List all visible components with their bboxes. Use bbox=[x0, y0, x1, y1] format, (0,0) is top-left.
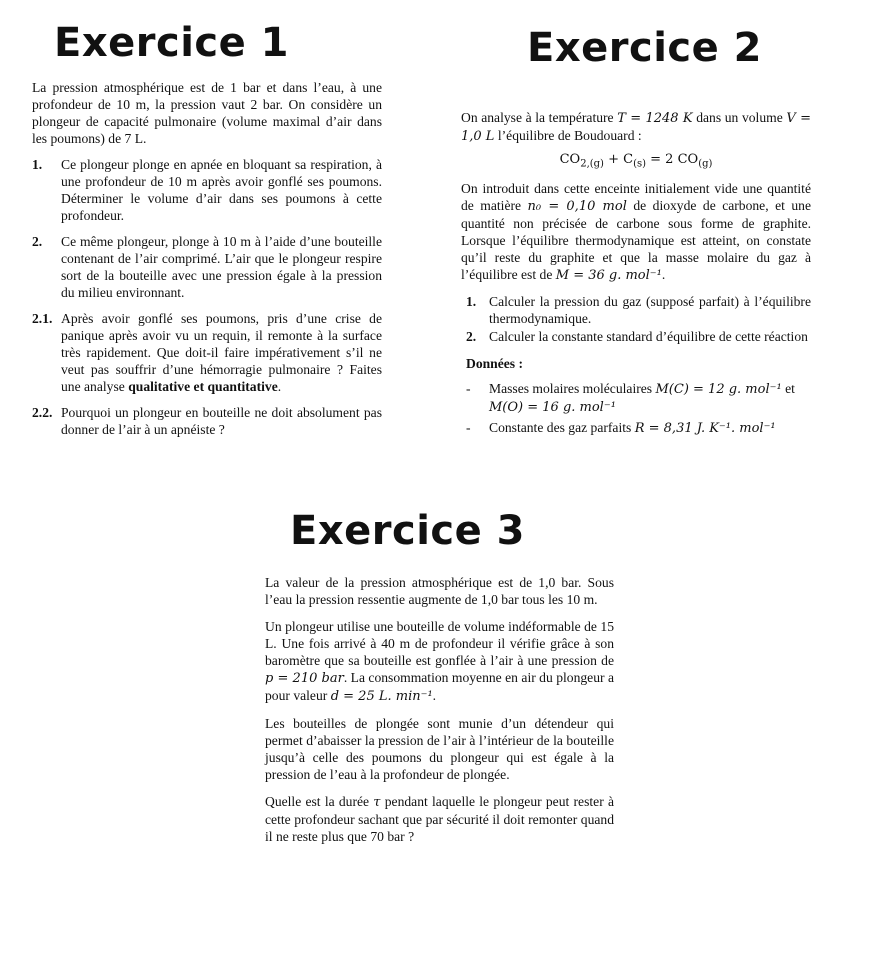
intro-text: dans un volume bbox=[692, 110, 787, 125]
para-text: . bbox=[661, 266, 666, 282]
temperature-value: T = 1248 K bbox=[617, 111, 693, 126]
molar-mass-o: M(O) = 16 g. mol⁻¹ bbox=[489, 399, 616, 415]
exercise-3-paragraph-4 bbox=[265, 793, 614, 845]
intro-text: l’équilibre de Boudouard : bbox=[494, 128, 642, 143]
data-label: Masses molaires moléculaires bbox=[489, 380, 656, 396]
exercise-2-paragraph bbox=[461, 180, 811, 284]
question-text-end: . bbox=[277, 379, 282, 394]
question-2-1 bbox=[32, 310, 382, 395]
exercise-1-intro: La pression atmosphérique est de 1 bar et dans l’eau, à une profondeur de 10 m, la pression vaut 2 bar. On considère un plongeur de capacité pulmonaire (volume maximal d’air dans les poumons) de 7 L. bbox=[32, 80, 382, 146]
question-2-2 bbox=[32, 404, 382, 438]
question-text bbox=[61, 310, 382, 395]
eq-subscript: (g) bbox=[698, 158, 713, 170]
tau-symbol: τ bbox=[373, 795, 381, 810]
para-text: Quelle est la durée bbox=[265, 794, 374, 809]
question-text: Pourquoi un plongeur en bouteille ne doit absolument pas donner de l’air à un apnéiste ? bbox=[61, 405, 382, 437]
exercise-2-intro bbox=[461, 109, 811, 145]
data-item bbox=[461, 380, 811, 416]
eq-species: = 2 CO bbox=[646, 152, 699, 167]
exercise-1-body bbox=[32, 79, 382, 446]
boudouard-equation bbox=[461, 151, 811, 173]
para-text: de dioxyde de carbone, et une quantité non précisée de carbone sous forme de graphite. Lorsque l’équilibre thermodynamique est atteint, on constate qu’il reste du graphite et que la masse molaire du gaz à l’équilibre est de bbox=[461, 197, 811, 282]
question-number: 2.2. bbox=[32, 405, 53, 420]
question-text-bold: qualitative et quantitative bbox=[128, 379, 278, 394]
exercise-3-title: Exercice 3 bbox=[290, 508, 525, 554]
question-2 bbox=[32, 233, 382, 301]
para-text: . bbox=[432, 688, 437, 703]
eq-operator: + bbox=[603, 152, 624, 167]
data-text bbox=[489, 380, 811, 416]
question-number: 2. bbox=[32, 234, 43, 249]
question-1 bbox=[461, 293, 811, 327]
question-2 bbox=[461, 328, 811, 345]
eq-subscript: (s) bbox=[633, 158, 647, 170]
para-text: Un plongeur utilise une bouteille de volume indéformable de 15 L. Une fois arrivé à 40 m de profondeur il vérifie grâce à son baromètre que sa bouteille est gonflée à l’air à une pression de bbox=[265, 619, 614, 668]
eq-species: C bbox=[623, 152, 634, 167]
para-text: . La consommation moyenne en air du plongeur a pour valeur bbox=[265, 670, 614, 703]
exercise-3-paragraph-2 bbox=[265, 618, 614, 705]
dash-mark: - bbox=[466, 380, 471, 396]
consumption-value: d = 25 L. min⁻¹ bbox=[330, 689, 433, 704]
molar-mass-c: M(C) = 12 g. mol⁻¹ bbox=[655, 381, 782, 397]
exercise-3-body bbox=[265, 574, 614, 855]
question-1 bbox=[32, 156, 382, 224]
donnees-heading: Données : bbox=[466, 355, 524, 371]
exercise-2-body bbox=[461, 109, 811, 440]
exercise-1-title: Exercice 1 bbox=[54, 20, 289, 66]
question-number: 2.1. bbox=[32, 311, 53, 326]
exercise-2-title: Exercice 2 bbox=[527, 25, 762, 71]
question-number: 1. bbox=[466, 293, 477, 309]
exercise-3-paragraph-1: La valeur de la pression atmosphérique est de 1,0 bar. Sous l’eau la pression ressentie augmente de 1,0 bar tous les 10 m. bbox=[265, 575, 614, 607]
dash-mark: - bbox=[466, 419, 471, 435]
question-text: Calculer la constante standard d’équilibre de cette réaction bbox=[489, 328, 808, 344]
pressure-value: p = 210 bar bbox=[265, 671, 344, 686]
molar-mass-value: M = 36 g. mol⁻¹ bbox=[555, 267, 662, 283]
data-item bbox=[461, 419, 811, 437]
gas-constant: R = 8,31 J. K⁻¹. mol⁻¹ bbox=[634, 420, 776, 436]
data-text bbox=[489, 419, 811, 437]
question-text: Ce même plongeur, plonge à 10 m à l’aide d’une bouteille contenant de l’air comprimé. L’air que le plongeur respire sort de la bouteille avec une pression égale à la pression du milieu environnant. bbox=[61, 234, 382, 300]
question-text-main: Après avoir gonflé ses poumons, pris d’une crise de panique après avoir vu un requin, il remonte à la surface très rapidement. Que doit-il faire impérativement s’il ne veut pas souffrir d’une hémorragie pulmonaire ? Faites une analyse bbox=[61, 311, 382, 394]
question-text: Calculer la pression du gaz (supposé parfait) à l’équilibre thermodynamique. bbox=[489, 293, 811, 326]
question-number: 1. bbox=[32, 157, 43, 172]
data-label: et bbox=[781, 380, 795, 396]
para-text: pendant laquelle le plongeur peut rester à cette profondeur sachant que par sécurité il doit remonter quand il ne reste plus que 70 bar ? bbox=[265, 794, 614, 844]
para-text: On introduit dans cette enceinte initialement vide une quantité de matière bbox=[461, 180, 811, 213]
question-text: Ce plongeur plonge en apnée en bloquant sa respiration, à une profondeur de 10 m après avoir gonflé ses poumons. Déterminer le volume d’air dans ses poumons à cette profondeur. bbox=[61, 157, 382, 223]
n0-value: n₀ = 0,10 mol bbox=[527, 198, 627, 214]
question-number: 2. bbox=[466, 328, 477, 344]
volume-value: V = 1,0 L bbox=[461, 111, 811, 144]
eq-subscript: 2,(g) bbox=[580, 158, 604, 170]
exercise-3-paragraph-3: Les bouteilles de plongée sont munie d’un détendeur qui permet d’abaisser la pression de l’air à l’intérieur de la bouteille jusqu’à celle des poumons du plongeur qui est égale à la pression de l’eau à la profondeur de plongée. bbox=[265, 716, 614, 782]
data-label: Constante des gaz parfaits bbox=[489, 419, 635, 435]
intro-text: On analyse à la température bbox=[461, 110, 618, 125]
eq-species: CO bbox=[559, 152, 581, 167]
